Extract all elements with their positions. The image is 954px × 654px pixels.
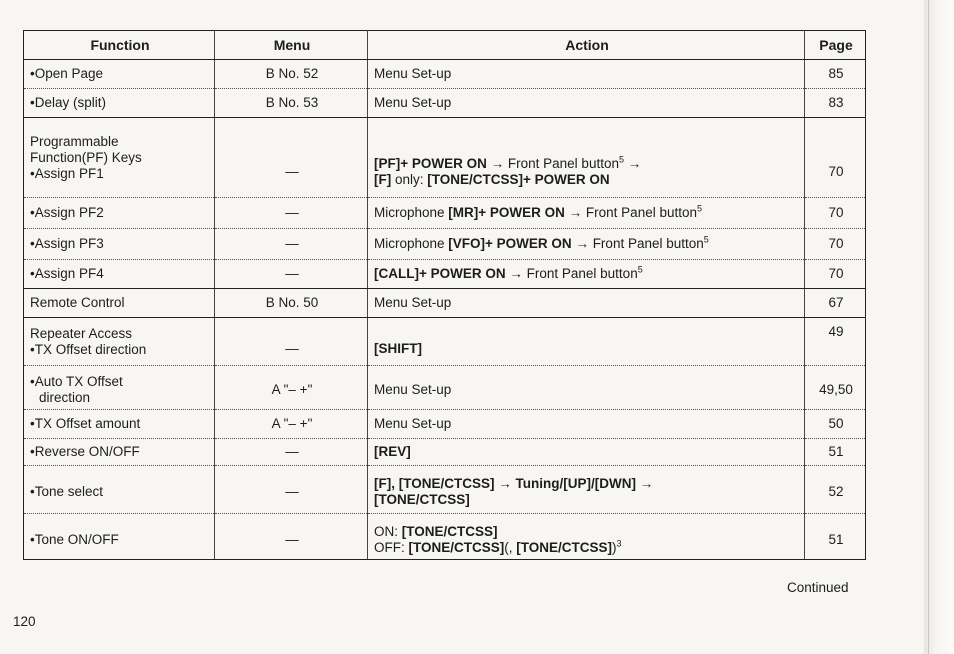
action-line: [TONE/CTCSS] (374, 492, 470, 507)
cell-action: Menu Set-up (368, 60, 805, 89)
action-line (374, 540, 800, 556)
cell-function: •Tone select (24, 466, 215, 514)
cell-menu: B No. 53 (215, 89, 368, 118)
cell-function: Remote Control (24, 289, 215, 318)
key-combo: [TONE/CTCSS]+ POWER ON (427, 171, 610, 187)
cell-action (368, 514, 805, 560)
action-text: → Front Panel button (486, 155, 619, 171)
cell-page: 51 (805, 514, 866, 560)
key-combo: [VFO]+ POWER ON (448, 236, 572, 251)
action-text: → Front Panel button (505, 266, 638, 281)
cell-page: 50 (805, 410, 866, 439)
header-function: Function (24, 31, 215, 60)
cell-action: Menu Set-up (368, 289, 805, 318)
table-row (24, 118, 866, 198)
cell-page: 51 (805, 439, 866, 466)
cell-action (368, 466, 805, 514)
cell-function (24, 318, 215, 366)
key-combo: [TONE/CTCSS] (408, 539, 505, 555)
cell-function: •Assign PF2 (24, 198, 215, 229)
page-binding-edge (924, 0, 954, 654)
footnote-marker: 3 (616, 538, 622, 548)
key-combo: [TONE/CTCSS] (516, 539, 613, 555)
cell-action: Menu Set-up (368, 410, 805, 439)
cell-page: 70 (805, 118, 866, 198)
table-row (24, 89, 866, 118)
cell-function: •Assign PF4 (24, 260, 215, 289)
cell-function: •Assign PF3 (24, 229, 215, 260)
table-row (24, 289, 866, 318)
action-line (374, 524, 800, 540)
action-text: (, (504, 539, 517, 555)
table-row (24, 439, 866, 466)
function-line: Repeater Access (30, 325, 133, 341)
table-row (24, 198, 866, 229)
footnote-marker: 5 (618, 154, 624, 164)
cell-function: •TX Offset amount (24, 410, 215, 439)
table-row (24, 318, 866, 366)
cell-function: •Delay (split) (24, 89, 215, 118)
function-line: •TX Offset direction (30, 341, 147, 357)
cell-function: •Tone ON/OFF (24, 514, 215, 560)
function-reference-table (23, 30, 866, 560)
cell-page: 49 (805, 318, 866, 366)
table-row (24, 260, 866, 289)
cell-function: •Open Page (24, 60, 215, 89)
cell-action: Menu Set-up (368, 89, 805, 118)
action-text: ) (612, 539, 617, 555)
header-menu: Menu (215, 31, 368, 60)
table-row (24, 514, 866, 560)
action-text: only: (391, 171, 428, 187)
action-text: Microphone (374, 236, 449, 251)
table-row (24, 366, 866, 410)
function-line: Programmable (30, 133, 119, 149)
table-row (24, 60, 866, 89)
header-action: Action (368, 31, 805, 60)
key-combo: [CALL]+ POWER ON (374, 266, 506, 281)
action-text: ON: (374, 523, 402, 539)
key-combo: [TONE/CTCSS] (401, 523, 498, 539)
continued-note: Continued (787, 580, 849, 595)
footnote-marker: 5 (703, 234, 709, 245)
key-combo: [MR]+ POWER ON (448, 205, 565, 220)
page-number: 120 (13, 614, 36, 629)
cell-action (368, 260, 805, 289)
function-line: direction (39, 390, 91, 405)
cell-menu: — (215, 118, 368, 198)
cell-action (368, 229, 805, 260)
cell-action: [SHIFT] (368, 318, 805, 366)
action-text: OFF: (374, 539, 409, 555)
cell-page: 49,50 (805, 366, 866, 410)
cell-page: 70 (805, 229, 866, 260)
cell-menu: B No. 50 (215, 289, 368, 318)
function-line: •Auto TX Offset (30, 374, 123, 389)
action-line (374, 156, 800, 172)
key-combo: [PF]+ POWER ON (374, 155, 487, 171)
cell-page: 70 (805, 260, 866, 289)
cell-menu: — (215, 260, 368, 289)
cell-page: 85 (805, 60, 866, 89)
cell-menu: — (215, 198, 368, 229)
function-line: •Assign PF1 (30, 165, 104, 181)
cell-menu: — (215, 229, 368, 260)
cell-action: [REV] (368, 439, 805, 466)
cell-action: Menu Set-up (368, 366, 805, 410)
cell-menu: A "– +" (215, 410, 368, 439)
cell-page: 83 (805, 89, 866, 118)
action-line (374, 172, 800, 188)
action-text: → Front Panel button (571, 236, 704, 251)
key-combo: [F] (374, 171, 392, 187)
footnote-marker: 5 (637, 264, 643, 275)
cell-page: 67 (805, 289, 866, 318)
cell-function (24, 118, 215, 198)
cell-menu: B No. 52 (215, 60, 368, 89)
table-row (24, 229, 866, 260)
action-line: [F], [TONE/CTCSS] → Tuning/[UP]/[DWN] → (374, 476, 654, 491)
table-row (24, 410, 866, 439)
cell-page: 70 (805, 198, 866, 229)
action-text: → Front Panel button (564, 205, 697, 220)
table-header-row (24, 31, 866, 60)
cell-menu: — (215, 514, 368, 560)
cell-menu: A "– +" (215, 366, 368, 410)
footnote-marker: 5 (697, 203, 703, 214)
cell-page: 52 (805, 466, 866, 514)
function-line: Function(PF) Keys (30, 149, 142, 165)
cell-function (24, 366, 215, 410)
action-text: Microphone (374, 205, 449, 220)
header-page: Page (805, 31, 866, 60)
action-text: → (623, 155, 642, 171)
cell-action (368, 118, 805, 198)
cell-menu: — (215, 466, 368, 514)
cell-action (368, 198, 805, 229)
table-row (24, 466, 866, 514)
cell-menu: — (215, 318, 368, 366)
cell-menu: — (215, 439, 368, 466)
cell-function: •Reverse ON/OFF (24, 439, 215, 466)
